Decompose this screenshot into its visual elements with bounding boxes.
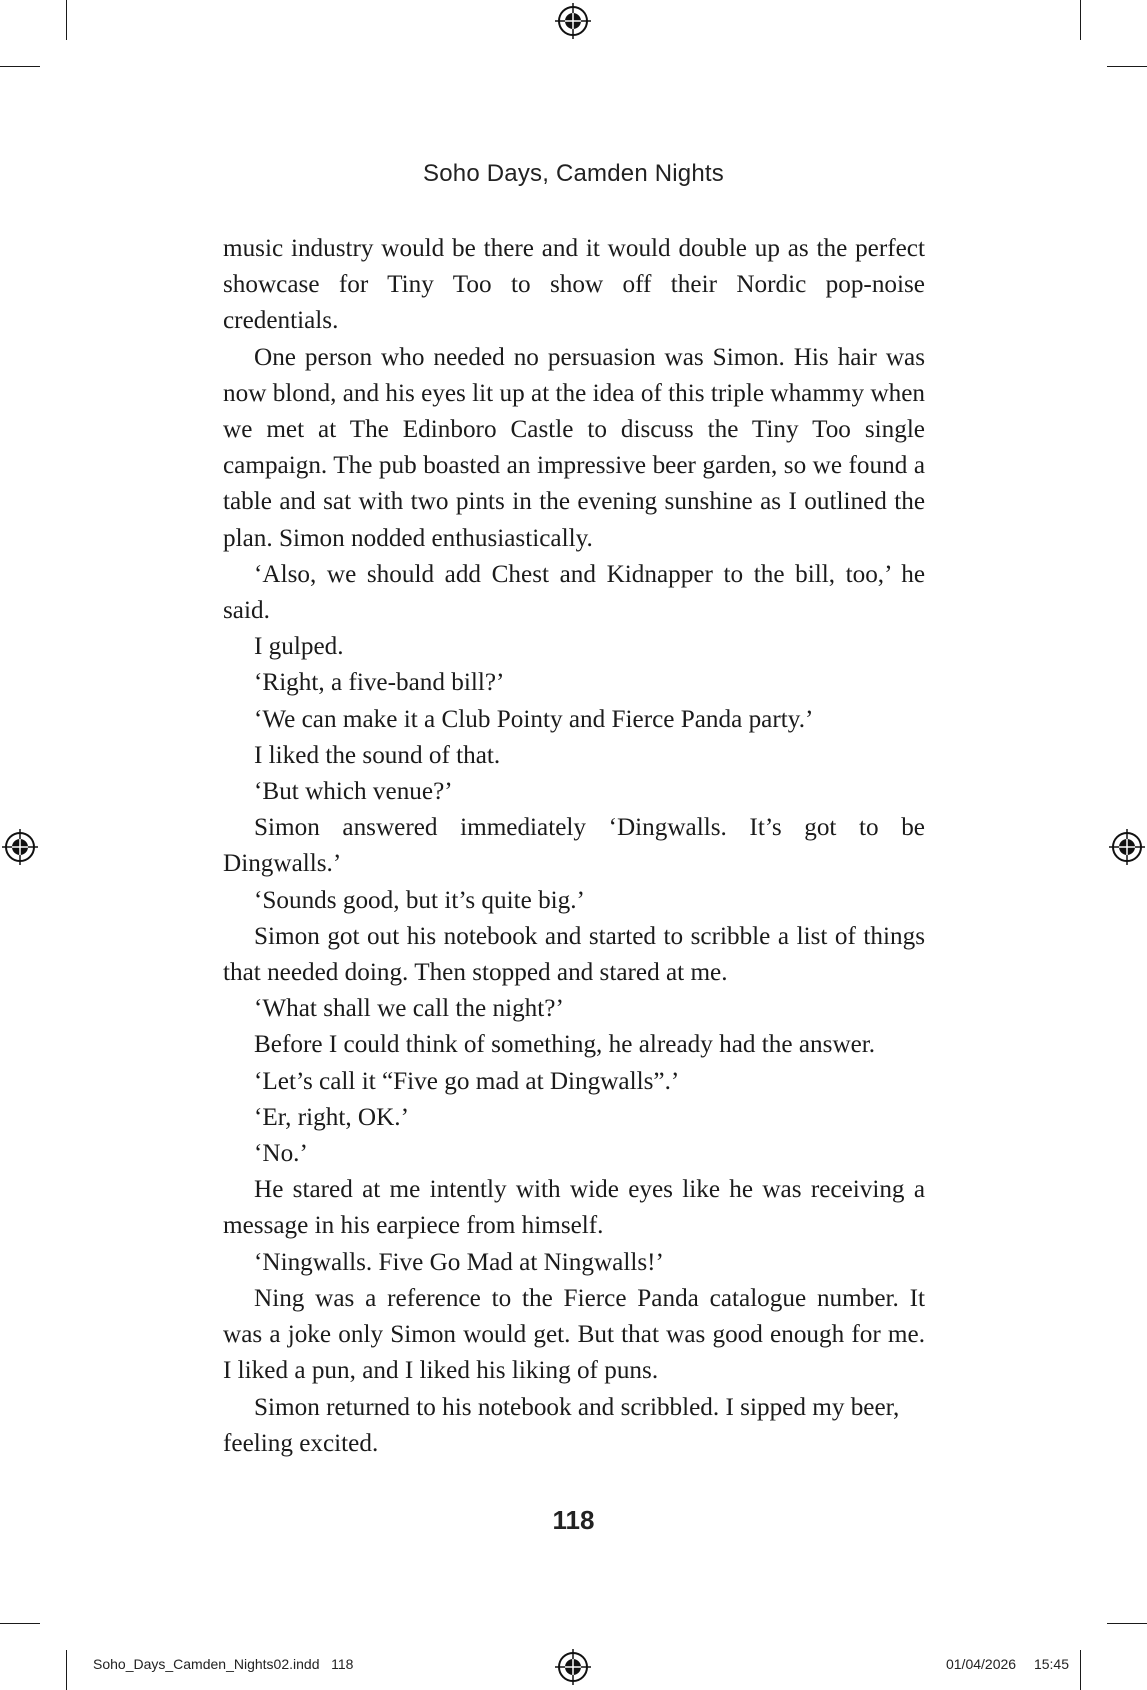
paragraph: ‘Also, we should add Chest and Kidnapper to the bill, too,’ he said. (223, 560, 925, 625)
slug-timestamp (932, 1656, 1069, 1672)
paragraph: I gulped. (254, 633, 344, 661)
paragraph: ‘We can make it a Club Pointy and Fierce Panda party.’ (254, 705, 814, 733)
crop-mark (1080, 0, 1081, 40)
running-head: Soho Days, Camden Nights (423, 160, 724, 187)
registration-mark-icon (555, 3, 591, 39)
registration-mark-icon (2, 829, 38, 865)
paragraph: ‘What shall we call the night?’ (254, 995, 564, 1023)
slug-time: 15:45 (1033, 1656, 1069, 1672)
crop-mark (1107, 1623, 1147, 1624)
paragraph: ‘Sounds good, but it’s quite big.’ (254, 886, 585, 914)
paragraph: ‘But which venue?’ (254, 778, 453, 806)
page-number: 118 (552, 1505, 595, 1535)
paragraph: I liked the sound of that. (254, 741, 501, 769)
paragraph: Simon answered immediately ‘Dingwalls. It’s got to be Dingwalls.’ (223, 814, 925, 878)
slug-date: 01/04/2026 (945, 1656, 1017, 1672)
paragraph: ‘Let’s call it “Five go mad at Dingwalls”.’ (254, 1067, 680, 1095)
body-text (223, 231, 925, 1462)
crop-mark (66, 1650, 67, 1690)
crop-mark (0, 1623, 40, 1624)
registration-mark-icon (1109, 829, 1145, 865)
paragraph: Simon got out his notebook and started to scribble a list of things that needed doing. Then stopped and stared at me. (223, 922, 925, 987)
paragraph: ‘Er, right, OK.’ (254, 1103, 409, 1131)
paragraph: He stared at me intently with wide eyes like he was receiving a message in his earpiece from himself. (223, 1176, 925, 1240)
crop-mark (1107, 66, 1147, 67)
paragraph: One person who needed no persuasion was Simon. His hair was now blond, and his eyes lit up at the idea of this triple whammy when we met at The Edinboro Castle to discuss the Tiny Too single campaign. The pub boasted an impressive beer garden, so we found a table and sat with two pints in the evening sunshine as I outlined the plan. Simon nodded enthusiastically. (223, 343, 925, 552)
crop-mark (1080, 1650, 1081, 1690)
crop-mark (0, 66, 40, 67)
crop-mark (66, 0, 67, 40)
slug-filename: Soho_Days_Camden_Nights02.indd 118 (93, 1656, 354, 1672)
registration-mark-icon (555, 1649, 591, 1685)
paragraph: ‘Right, a five-band bill?’ (254, 669, 505, 697)
paragraph: ‘No.’ (254, 1140, 308, 1168)
paragraph: ‘Ningwalls. Five Go Mad at Ningwalls!’ (254, 1248, 664, 1276)
paragraph: Simon returned to his notebook and scribbled. I sipped my beer, feeling excited. (223, 1393, 900, 1457)
paragraph: Before I could think of something, he already had the answer. (254, 1031, 876, 1059)
paragraph: Ning was a reference to the Fierce Panda catalogue number. It was a joke only Simon would get. But that was good enough for me. I liked a pun, and I liked his liking of puns. (223, 1284, 925, 1385)
paragraph: music industry would be there and it would double up as the perfect showcase for Tiny Too to show off their Nordic pop-noise credentials. (223, 235, 925, 335)
